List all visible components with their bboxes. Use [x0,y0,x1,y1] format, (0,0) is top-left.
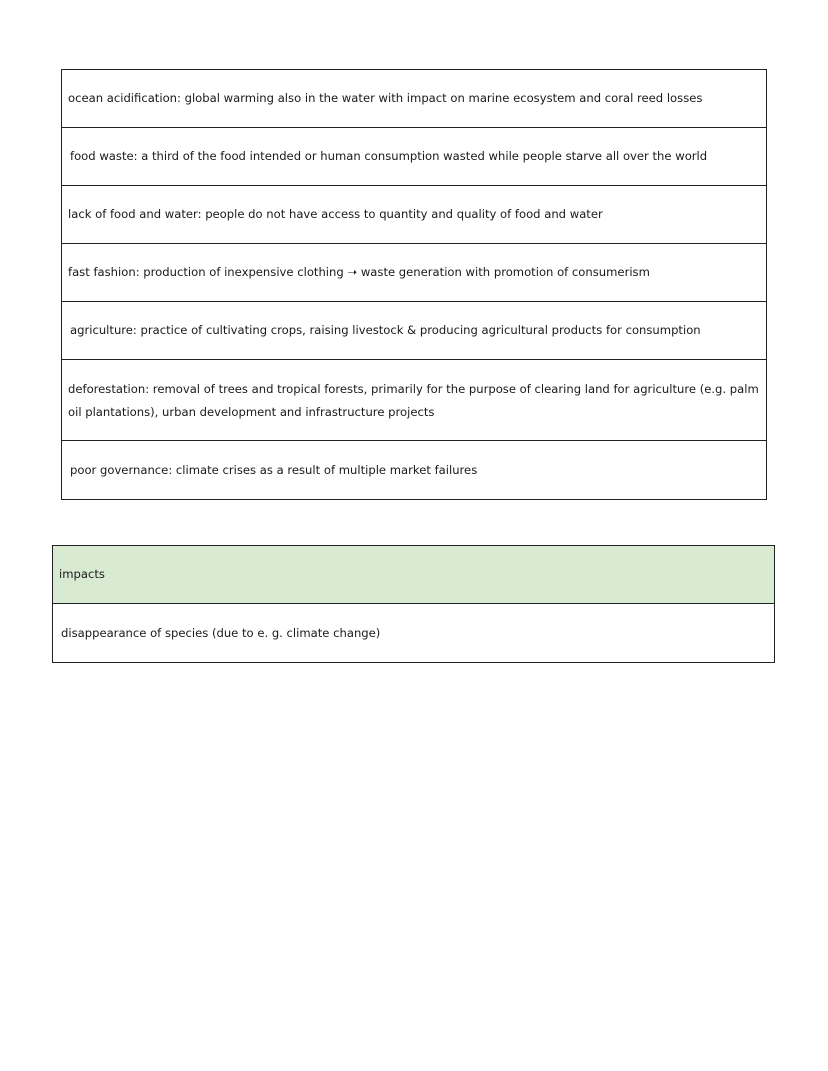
cell-text: lack of food and water: people do not have access to quantity and quality of food and water [68,207,603,221]
table-row-poor-governance [62,441,766,499]
table-row-lack-of-food-and-water [62,186,766,244]
table-row-fast-fashion [62,244,766,302]
cell-text: fast fashion: production of inexpensive clothing ➝ waste generation with promotion of consumerism [68,265,650,279]
table-row-food-waste [62,128,766,186]
cell-text: food waste: a third of the food intended or human consumption wasted while people starve all over the world [70,149,708,163]
cell-text: agriculture: practice of cultivating crops, raising livestock & producing agricultural products for consumption [70,323,701,337]
table-header-impacts [53,546,774,604]
cell-text: poor governance: climate crises as a result of multiple market failures [70,462,478,477]
impacts-table [52,545,775,663]
table-row-deforestation [62,360,766,441]
table-row-disappearance-of-species [53,604,774,662]
causes-table [61,69,767,500]
table-row-ocean-acidification [62,70,766,128]
cell-text: disappearance of species (due to e. g. climate change) [61,625,381,640]
cell-text: deforestation: removal of trees and tropical forests, primarily for the purpose of clearing land for agriculture (e.g. palm oil plantations), urban development and infrastructure projects [68,382,759,419]
table-row-agriculture [62,302,766,360]
cell-text: ocean acidification: global warming also in the water with impact on marine ecosystem and coral reed losses [68,91,703,105]
header-text: impacts [59,567,105,581]
